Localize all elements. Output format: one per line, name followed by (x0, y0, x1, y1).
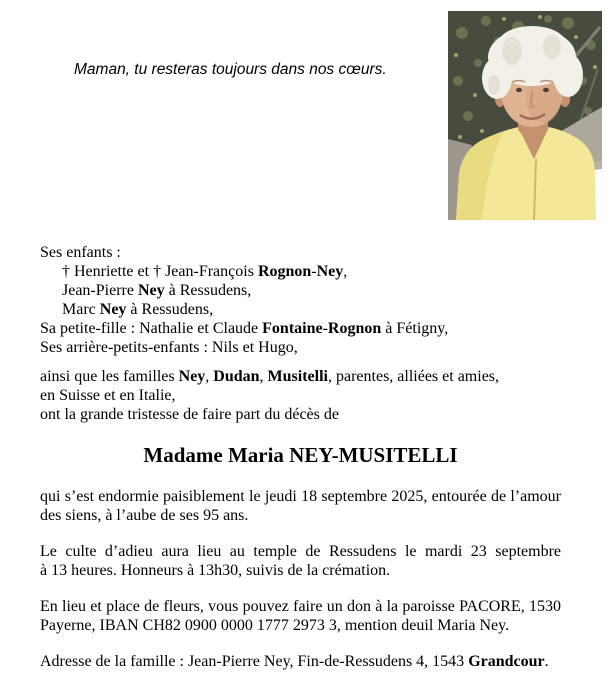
text-segment: , (343, 263, 348, 280)
text-segment: Ses enfants : (40, 244, 121, 261)
text-segment-bold: Ney (99, 301, 127, 318)
text-segment: ainsi que les familles (40, 368, 179, 385)
families-line-2 (40, 386, 561, 405)
text-segment-bold: Musitelli (267, 368, 328, 385)
family-line-1 (40, 243, 561, 262)
deceased-name-title: Madame Maria NEY-MUSITELLI (143, 443, 458, 467)
families-line-3 (40, 405, 561, 424)
text-segment: Adresse de la famille : Jean-Pierre Ney, Fin-de-Ressudens 4, 1543 (40, 653, 469, 670)
text-segment: - (322, 320, 328, 337)
text-segment: † Henriette et † Jean-François (62, 263, 258, 280)
text-segment: Sa petite-fille : Nathalie et Claude (40, 320, 263, 337)
address-line (40, 652, 561, 671)
text-segment: en Suisse et en Italie, (40, 387, 176, 404)
family-line-2 (40, 262, 561, 281)
text-segment: à Ressudens, (126, 301, 214, 318)
text-segment: , (205, 368, 214, 385)
text-segment-bold: Dudan (213, 368, 260, 385)
families-paragraph (40, 367, 561, 424)
paragraph-line: Le culte d’adieu aura lieu au temple de Ressudens le mardi 23 septembre (40, 543, 561, 560)
memorial-quote: Maman, tu resteras toujours dans nos cœurs. (74, 61, 387, 78)
donation-paragraph (40, 597, 561, 635)
text-segment: Ses arrière-petits-enfants : Nils et Hugo, (40, 339, 298, 356)
text-segment-bold: Rognon (257, 263, 312, 280)
ceremony-paragraph (40, 542, 561, 580)
family-line-5 (40, 319, 561, 338)
text-segment-bold: Grandcour (468, 653, 545, 670)
text-segment-bold: Ney (137, 282, 165, 299)
paragraph-line: à 13 heures. Honneurs à 13h30, suivis de la crémation. (40, 562, 391, 579)
families-line-1 (40, 367, 561, 386)
text-segment-bold: Ney (178, 368, 206, 385)
death-paragraph (40, 487, 561, 525)
text-segment: . (544, 653, 549, 670)
text-segment: , parentes, alliées et amies, (327, 368, 500, 385)
text-segment: Marc (62, 301, 100, 318)
family-list (40, 243, 561, 357)
family-line-6 (40, 338, 561, 357)
family-address (40, 652, 561, 671)
paragraph-line: qui s’est endormie paisiblement le jeudi 18 septembre 2025, entourée de l’amour (40, 488, 561, 505)
family-line-4 (40, 300, 561, 319)
announcement-body (40, 0, 561, 691)
text-segment: ont la grande tristesse de faire part du décès de (40, 406, 339, 423)
text-segment: , (259, 368, 268, 385)
text-segment-bold: Fontaine (262, 320, 323, 337)
text-segment: - (311, 263, 317, 280)
text-segment-bold: Rognon (327, 320, 382, 337)
text-segment: Jean-Pierre (62, 282, 138, 299)
family-line-3 (40, 281, 561, 300)
paragraph-line: En lieu et place de fleurs, vous pouvez faire un don à la paroisse PACORE, 1530 (40, 598, 561, 615)
text-segment: à Fétigny, (381, 320, 449, 337)
paragraph-line: des siens, à l’aube de ses 95 ans. (40, 507, 249, 524)
text-segment-bold: Ney (316, 263, 344, 280)
paragraph-line: Payerne, IBAN CH82 0900 0000 1777 2973 3, mention deuil Maria Ney. (40, 617, 510, 634)
text-segment: à Ressudens, (164, 282, 252, 299)
